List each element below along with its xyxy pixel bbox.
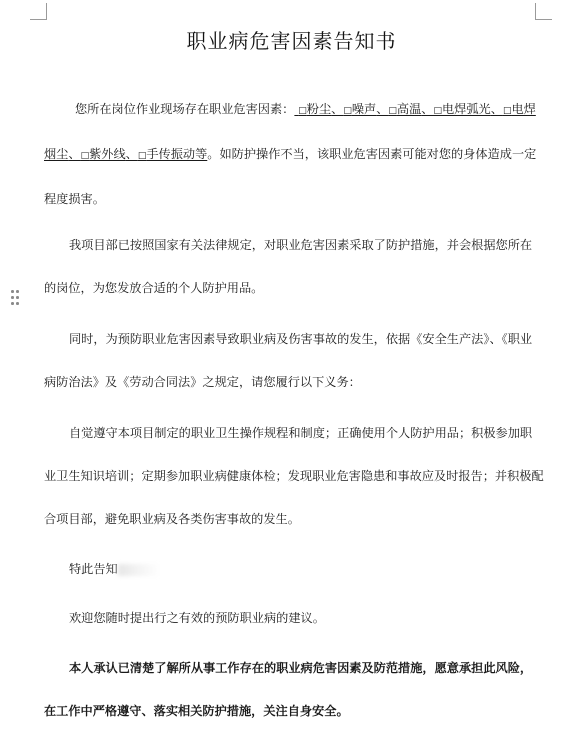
paragraph-obligations-intro xyxy=(44,318,544,404)
hazard-item: 电焊烟尘 xyxy=(44,102,536,161)
paragraph-protection-text: 我项目部已按照国家有关法律规定，对职业危害因素采取了防护措施，并会根据您所在的岗位，为您发放合适的个人防护用品。 xyxy=(44,238,533,295)
paragraph-notice xyxy=(44,548,544,591)
checkbox-icon[interactable]: □ xyxy=(298,106,307,116)
hazard-item: 手传振动等 xyxy=(146,147,208,161)
checkbox-icon[interactable]: □ xyxy=(80,151,90,161)
page-corner-mark-top-left xyxy=(30,3,47,20)
checkbox-icon[interactable]: □ xyxy=(137,151,147,161)
paragraph-duties xyxy=(44,412,544,541)
paragraph-protection xyxy=(44,224,544,310)
notice-text: 特此告知 xyxy=(69,562,118,576)
checkbox-icon[interactable]: □ xyxy=(343,106,352,116)
checkbox-icon[interactable]: □ xyxy=(388,106,397,116)
hazard-item: 噪声 xyxy=(351,102,377,116)
drag-handle-icon[interactable] xyxy=(11,290,21,306)
hazards-lead: 您所在岗位作业现场存在职业危害因素： xyxy=(75,102,295,116)
suggestions-text: 欢迎您随时提出行之有效的预防职业病的建议。 xyxy=(69,611,325,625)
hazard-item: 紫外线 xyxy=(89,147,126,161)
paragraph-acknowledgement xyxy=(44,647,544,733)
checkbox-icon[interactable]: □ xyxy=(502,106,512,116)
hazards-tail: 。如防护操作不当，该职业危害因素可能对您的身体造成一定程度损害。 xyxy=(44,147,537,206)
document-title: 职业病危害因素告知书 xyxy=(186,29,397,53)
paragraph-obligations-intro-text: 同时，为预防职业危害因素导致职业病及伤害事故的发生，依据《安全生产法》、《职业病防治法》及《劳动合同法》之规定，请您履行以下义务： xyxy=(44,332,533,389)
paragraph-duties-text: 自觉遵守本项目制定的职业卫生操作规程和制度；正确使用个人防护用品；积极参加职业卫生知识培训；定期参加职业病健康体检；发现职业危害隐患和事故应及时报告；并积极配合项目部，避免职业病及各类伤害事故的发生。 xyxy=(44,426,544,526)
acknowledgement-text: 本人承认已清楚了解所从事工作存在的职业病危害因素及防范措施，愿意承担此风险，在工作中严格遵守、落实相关防护措施，关注自身安全。 xyxy=(44,661,533,718)
hazard-list: □粉尘、□噪声、□高温、□电焊弧光、□电焊烟尘、□紫外线、□手传振动等 xyxy=(44,102,536,161)
paragraph-hazards xyxy=(44,88,544,221)
checkbox-icon[interactable]: □ xyxy=(433,106,442,116)
hazard-item: 高温 xyxy=(396,102,422,116)
blurred-region xyxy=(118,564,160,576)
paragraph-suggestions xyxy=(44,597,544,640)
page-corner-mark-top-right xyxy=(535,3,552,20)
hazard-item: 粉尘 xyxy=(306,102,332,116)
hazard-item: 电焊弧光 xyxy=(442,102,491,116)
